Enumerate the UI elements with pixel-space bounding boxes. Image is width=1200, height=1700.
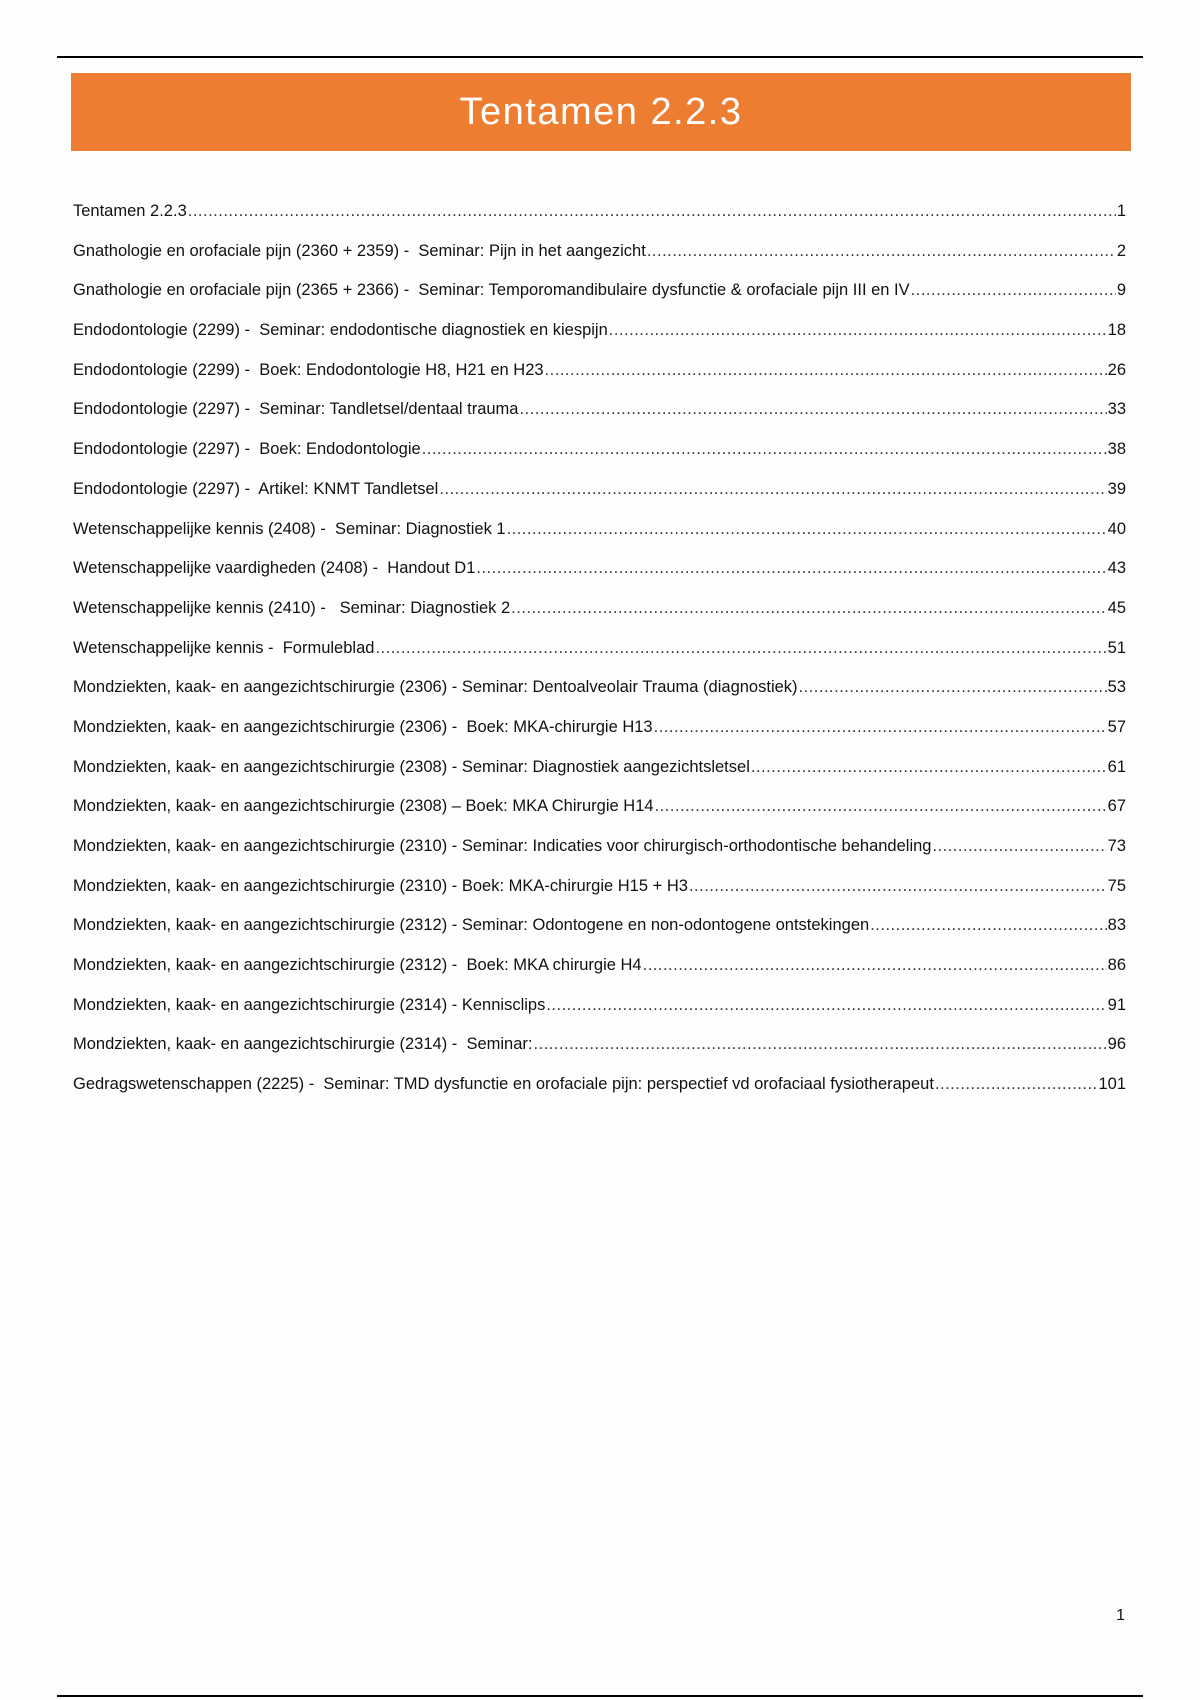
table-of-contents	[73, 202, 1126, 1115]
toc-entry[interactable]	[73, 281, 1126, 321]
toc-dot-leader	[519, 400, 1106, 419]
toc-dot-leader	[689, 877, 1107, 896]
toc-entry[interactable]	[73, 1035, 1126, 1075]
toc-entry-label[interactable]: Wetenschappelijke kennis - Formuleblad	[73, 638, 375, 657]
toc-entry-page[interactable]: 67	[1107, 797, 1126, 816]
toc-entry-label[interactable]: Wetenschappelijke kennis (2410) - Seminar: Diagnostiek 2	[73, 598, 511, 617]
toc-dot-leader	[188, 202, 1116, 221]
toc-entry[interactable]	[73, 758, 1126, 798]
toc-entry[interactable]	[73, 242, 1126, 282]
toc-entry-page[interactable]: 1	[1116, 202, 1126, 220]
toc-entry-page[interactable]: 43	[1107, 559, 1126, 578]
toc-entry-page[interactable]: 61	[1107, 757, 1126, 776]
toc-dot-leader	[799, 678, 1107, 697]
toc-entry[interactable]	[73, 361, 1126, 401]
toc-entry[interactable]	[73, 400, 1126, 440]
toc-entry[interactable]	[73, 599, 1126, 639]
toc-entry-label[interactable]: Mondziekten, kaak- en aangezichtschirurgie (2314) - Seminar:	[73, 1035, 533, 1054]
title-banner	[71, 73, 1131, 151]
toc-entry-page[interactable]: 40	[1107, 519, 1126, 538]
toc-entry-label[interactable]: Endodontologie (2299) - Boek: Endodontologie H8, H21 en H23	[73, 360, 544, 379]
toc-dot-leader	[545, 361, 1107, 380]
toc-entry-page[interactable]: 39	[1107, 479, 1126, 498]
toc-entry-label[interactable]: Wetenschappelijke vaardigheden (2408) - Handout D1	[73, 559, 476, 578]
toc-dot-leader	[870, 916, 1106, 935]
toc-entry-label[interactable]: Gnathologie en orofaciale pijn (2365 + 2366) - Seminar: Temporomandibulaire dysfunctie & orofaciale pijn III en IV	[73, 281, 910, 300]
toc-entry-page[interactable]: 91	[1107, 995, 1126, 1014]
toc-entry-label[interactable]: Mondziekten, kaak- en aangezichtschirurgie (2306) - Seminar: Dentoalveolair Trauma (diagnostiek)	[73, 678, 798, 697]
toc-dot-leader	[655, 797, 1107, 816]
toc-dot-leader	[609, 321, 1107, 340]
toc-entry[interactable]	[73, 797, 1126, 837]
page-number: 1	[1116, 1607, 1125, 1624]
toc-entry[interactable]	[73, 1075, 1126, 1115]
toc-entry-label[interactable]: Tentamen 2.2.3	[73, 202, 187, 220]
toc-entry-page[interactable]: 73	[1107, 837, 1126, 855]
toc-entry[interactable]	[73, 956, 1126, 996]
toc-dot-leader	[375, 639, 1106, 658]
toc-entry-label[interactable]: Mondziekten, kaak- en aangezichtschirurgie (2308) - Seminar: Diagnostiek aangezichtsletsel	[73, 757, 750, 776]
toc-entry-page[interactable]: 53	[1107, 678, 1126, 697]
toc-entry-page[interactable]: 86	[1107, 956, 1126, 975]
toc-entry[interactable]	[73, 559, 1126, 599]
toc-entry[interactable]	[73, 639, 1126, 679]
toc-entry[interactable]	[73, 916, 1126, 956]
toc-entry-label[interactable]: Mondziekten, kaak- en aangezichtschirurgie (2314) - Kennisclips	[73, 995, 546, 1014]
toc-entry[interactable]	[73, 202, 1126, 242]
toc-entry-page[interactable]: 38	[1107, 440, 1126, 459]
toc-entry-page[interactable]: 2	[1116, 241, 1126, 260]
toc-entry-label[interactable]: Mondziekten, kaak- en aangezichtschirurgie (2312) - Seminar: Odontogene en non-odontogene ontstekingen	[73, 916, 870, 935]
toc-entry[interactable]	[73, 996, 1126, 1036]
toc-dot-leader	[654, 718, 1107, 737]
toc-entry[interactable]	[73, 321, 1126, 361]
toc-dot-leader	[932, 837, 1106, 856]
toc-entry-label[interactable]: Mondziekten, kaak- en aangezichtschirurgie (2310) - Seminar: Indicaties voor chirurgisch-orthodontische behandeling	[73, 837, 932, 855]
toc-entry-page[interactable]: 51	[1107, 638, 1126, 657]
toc-entry-page[interactable]: 9	[1116, 281, 1126, 300]
toc-entry-label[interactable]: Mondziekten, kaak- en aangezichtschirurgie (2310) - Boek: MKA-chirurgie H15 + H3	[73, 876, 688, 895]
toc-entry-label[interactable]: Endodontologie (2297) - Seminar: Tandletsel/dentaal trauma	[73, 400, 519, 419]
toc-entry-label[interactable]: Gnathologie en orofaciale pijn (2360 + 2359) - Seminar: Pijn in het aangezicht	[73, 241, 646, 260]
toc-entry-label[interactable]: Gedragswetenschappen (2225) - Seminar: TMD dysfunctie en orofaciale pijn: perspectief vd orofaciaal fysiotherapeut	[73, 1075, 934, 1094]
toc-entry[interactable]	[73, 440, 1126, 480]
header-rule	[57, 56, 1143, 58]
toc-dot-leader	[533, 1035, 1106, 1054]
toc-dot-leader	[911, 281, 1116, 300]
toc-dot-leader	[507, 520, 1107, 539]
toc-entry[interactable]	[73, 837, 1126, 877]
toc-entry-label[interactable]: Mondziekten, kaak- en aangezichtschirurgie (2312) - Boek: MKA chirurgie H4	[73, 956, 642, 975]
toc-dot-leader	[546, 996, 1106, 1015]
toc-dot-leader	[511, 599, 1106, 618]
toc-entry[interactable]	[73, 520, 1126, 560]
toc-entry-page[interactable]: 83	[1107, 916, 1126, 935]
toc-dot-leader	[751, 758, 1107, 777]
toc-entry-page[interactable]: 75	[1107, 876, 1126, 895]
toc-entry-label[interactable]: Mondziekten, kaak- en aangezichtschirurgie (2306) - Boek: MKA-chirurgie H13	[73, 717, 653, 736]
toc-entry-label[interactable]: Endodontologie (2297) - Artikel: KNMT Tandletsel	[73, 479, 439, 498]
toc-entry[interactable]	[73, 877, 1126, 917]
toc-entry-page[interactable]: 96	[1107, 1035, 1126, 1054]
toc-entry-label[interactable]: Endodontologie (2297) - Boek: Endodontologie	[73, 440, 421, 459]
toc-entry[interactable]	[73, 480, 1126, 520]
toc-entry-page[interactable]: 18	[1107, 321, 1126, 340]
document-title: Tentamen 2.2.3	[459, 90, 743, 133]
toc-entry-page[interactable]: 33	[1107, 400, 1126, 419]
toc-entry-page[interactable]: 101	[1098, 1075, 1126, 1094]
footer-rule	[57, 1695, 1143, 1697]
toc-entry-label[interactable]: Wetenschappelijke kennis (2408) - Seminar: Diagnostiek 1	[73, 519, 506, 538]
toc-dot-leader	[647, 242, 1116, 261]
toc-entry-label[interactable]: Endodontologie (2299) - Seminar: endodontische diagnostiek en kiespijn	[73, 321, 608, 340]
toc-dot-leader	[476, 559, 1106, 578]
toc-entry-page[interactable]: 57	[1107, 717, 1126, 736]
toc-entry-page[interactable]: 26	[1107, 360, 1126, 379]
toc-dot-leader	[935, 1075, 1098, 1094]
toc-entry[interactable]	[73, 678, 1126, 718]
toc-entry-label[interactable]: Mondziekten, kaak- en aangezichtschirurgie (2308) – Boek: MKA Chirurgie H14	[73, 797, 654, 816]
toc-entry-page[interactable]: 45	[1107, 598, 1126, 617]
toc-entry[interactable]	[73, 718, 1126, 758]
toc-dot-leader	[643, 956, 1107, 975]
toc-dot-leader	[439, 480, 1106, 499]
toc-dot-leader	[422, 440, 1107, 459]
